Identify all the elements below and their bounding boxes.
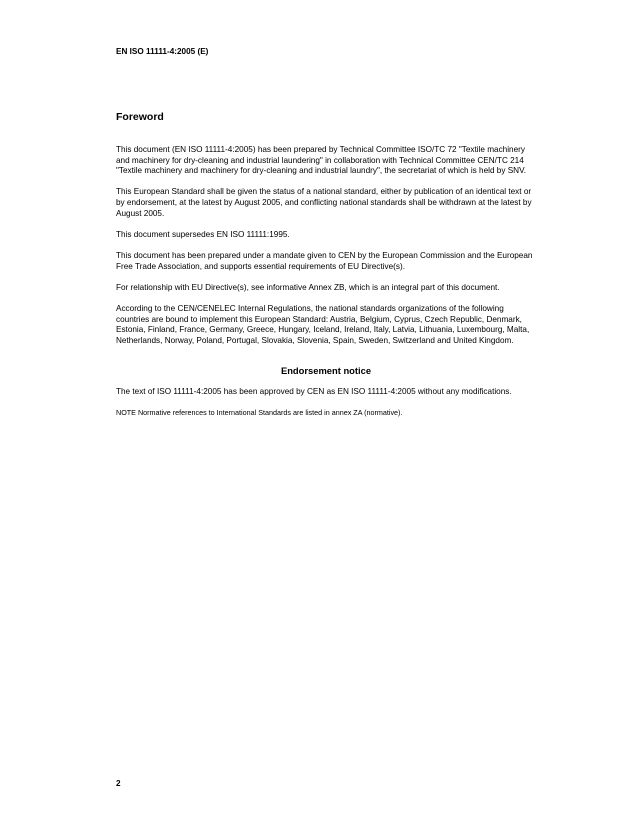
normative-note: NOTE Normative references to International Standards are listed in annex ZA (normative). <box>116 408 403 418</box>
endorsement-text: The text of ISO 11111-4:2005 has been approved by CEN as EN ISO 11111-4:2005 without any modifications. <box>116 386 512 396</box>
foreword-paragraph: For relationship with EU Directive(s), see informative Annex ZB, which is an integral part of this document. <box>116 282 500 292</box>
foreword-paragraph: This document supersedes EN ISO 11111:1995. <box>116 229 290 239</box>
foreword-paragraph: This European Standard shall be given the status of a national standard, either by publication of an identical text or by endorsement, at the latest by August 2005, and conflicting national standards shall be withdrawn at the latest by August 2005. <box>116 187 532 218</box>
foreword-paragraph: According to the CEN/CENELEC Internal Regulations, the national standards organizations of the following countries are bound to implement this European Standard: Austria, Belgium, Cyprus, Czech Republic, Denmark, Estonia, Finland, France, Germany, Greece, Hungary, Iceland, Ireland, Italy, Latvia, Lithuania, Luxembourg, Malta, Netherlands, Norway, Poland, Portugal, Slovakia, Slovenia, Spain, Sweden, Switzerland and United Kingdom. <box>116 303 530 345</box>
document-body <box>116 145 536 429</box>
foreword-paragraph: This document has been prepared under a mandate given to CEN by the European Commission and the European Free Trade Association, and supports essential requirements of EU Directive(s). <box>116 250 533 271</box>
foreword-heading: Foreword <box>116 111 164 123</box>
page-number: 2 <box>116 779 121 788</box>
document-id-header: EN ISO 11111-4:2005 (E) <box>116 47 209 56</box>
foreword-paragraph: This document (EN ISO 11111-4:2005) has been prepared by Technical Committee ISO/TC 72 "Textile machinery and machinery for dry-cleaning and industrial laundering" in collaboration with Technical Committee CEN/TC 214 "Textile machinery and machinery for dry-cleaning and industrial laundry", the secretariat of which is held by SNV. <box>116 145 527 176</box>
endorsement-heading: Endorsement notice <box>280 365 372 377</box>
